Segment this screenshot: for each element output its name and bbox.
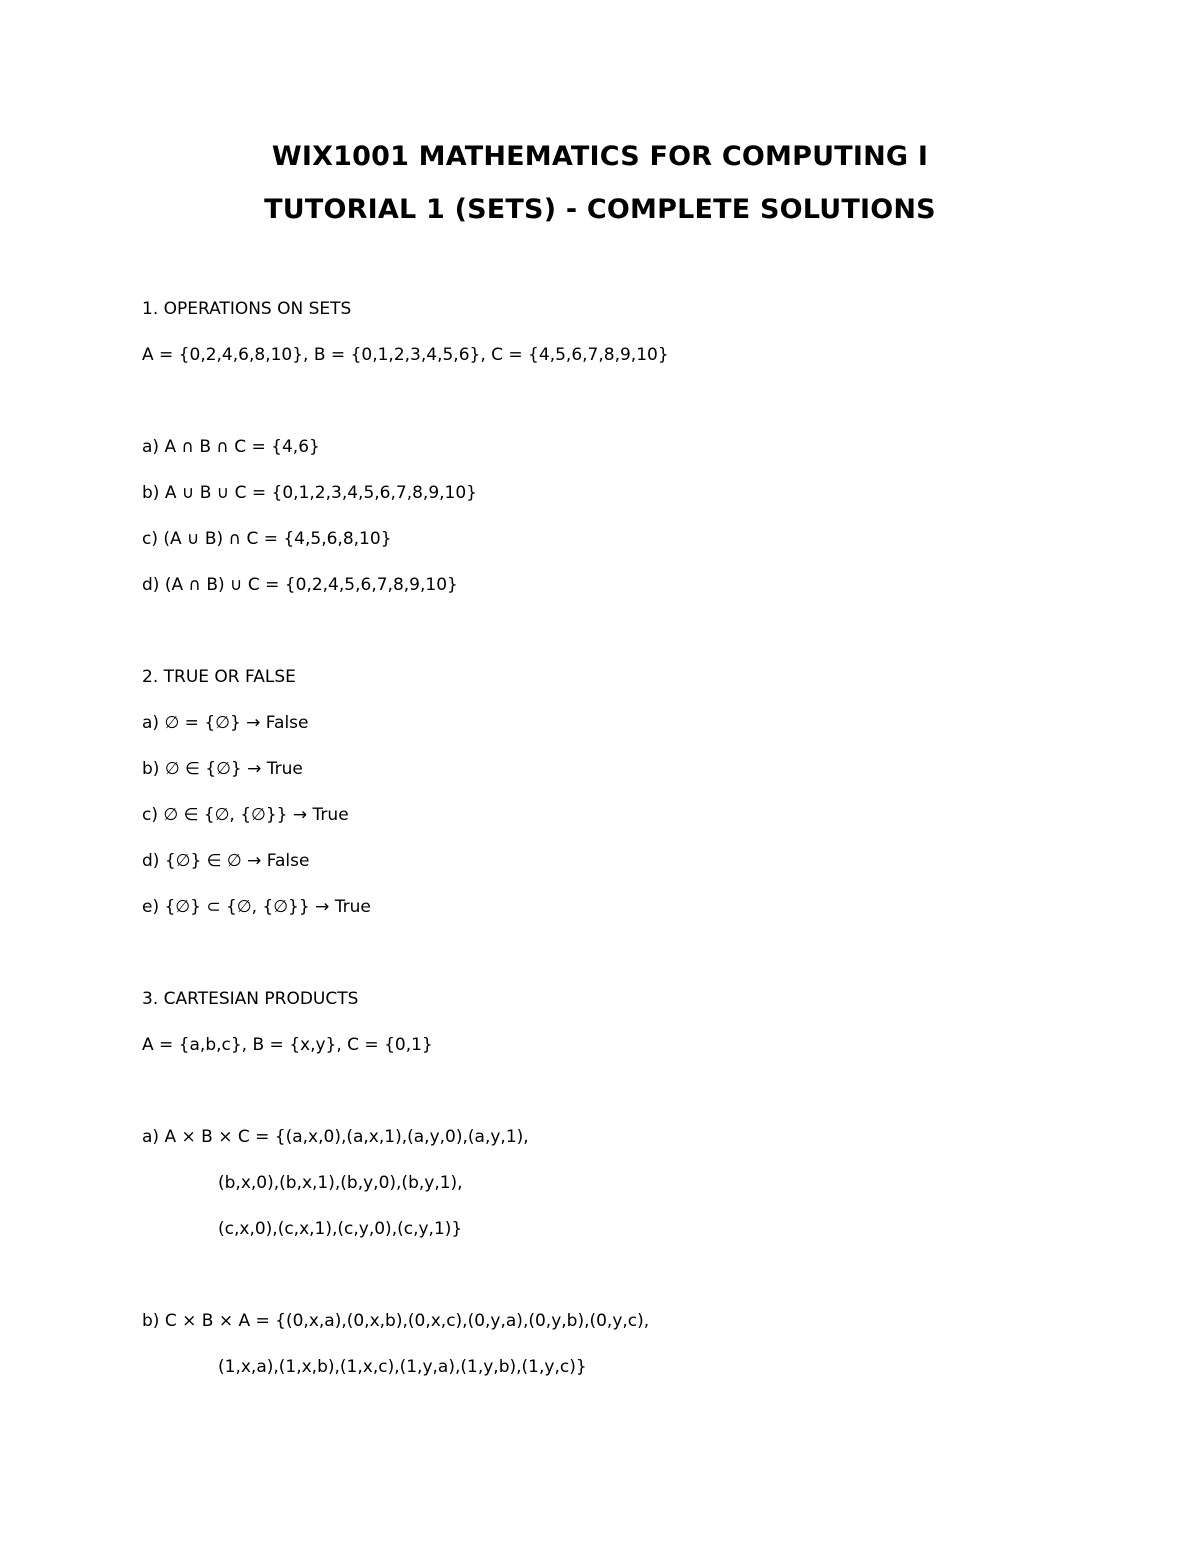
section-heading-true-false: 2. TRUE OR FALSE [142,667,296,687]
section3-part-a-line2: (b,x,0),(b,x,1),(b,y,0),(b,y,1), [218,1173,463,1193]
section-heading-cartesian: 3. CARTESIAN PRODUCTS [142,989,359,1009]
section1-answer-d: d) (A ∩ B) ∪ C = {0,2,4,5,6,7,8,9,10} [142,575,458,595]
section-heading-operations: 1. OPERATIONS ON SETS [142,299,352,319]
section1-answer-b: b) A ∪ B ∪ C = {0,1,2,3,4,5,6,7,8,9,10} [142,483,478,503]
section1-given-sets: A = {0,2,4,6,8,10}, B = {0,1,2,3,4,5,6}, C = {4,5,6,7,8,9,10} [142,345,669,365]
section2-answer-a: a) ∅ = {∅} → False [142,713,309,733]
section1-answer-a: a) A ∩ B ∩ C = {4,6} [142,437,320,457]
section2-answer-d: d) {∅} ∈ ∅ → False [142,851,310,871]
document-subtitle: TUTORIAL 1 (SETS) - COMPLETE SOLUTIONS [264,194,936,225]
section3-part-a-line1: a) A × B × C = {(a,x,0),(a,x,1),(a,y,0),(a,y,1), [142,1127,529,1147]
section3-part-b-line2: (1,x,a),(1,x,b),(1,x,c),(1,y,a),(1,y,b),(1,y,c)} [218,1357,587,1377]
document-title: WIX1001 MATHEMATICS FOR COMPUTING I [271,141,929,172]
section2-answer-c: c) ∅ ∈ {∅, {∅}} → True [142,805,349,825]
section1-answer-c: c) (A ∪ B) ∩ C = {4,5,6,8,10} [142,529,392,549]
section2-answer-e: e) {∅} ⊂ {∅, {∅}} → True [142,897,371,917]
section2-answer-b: b) ∅ ∈ {∅} → True [142,759,303,779]
section3-part-b-line1: b) C × B × A = {(0,x,a),(0,x,b),(0,x,c),(0,y,a),(0,y,b),(0,y,c), [142,1311,650,1331]
section3-given-sets: A = {a,b,c}, B = {x,y}, C = {0,1} [142,1035,433,1055]
section3-part-a-line3: (c,x,0),(c,x,1),(c,y,0),(c,y,1)} [218,1219,463,1239]
